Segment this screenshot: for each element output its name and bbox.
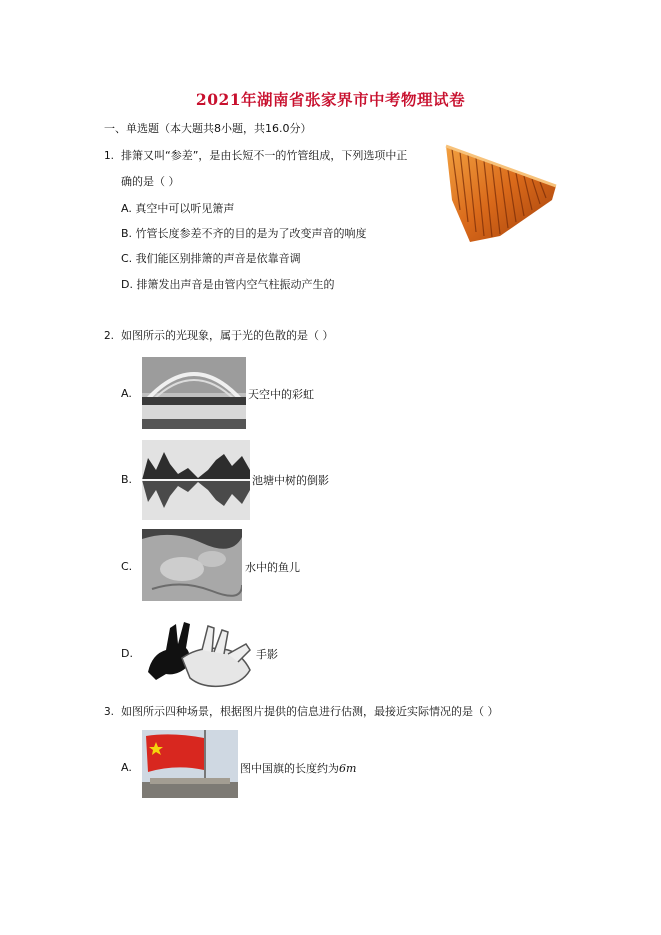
question-1-number: 1. xyxy=(104,150,115,162)
question-3-stem: 如图所示四种场景，根据图片提供的信息进行估测，最接近实际情况的是（ ） xyxy=(121,705,499,718)
question-3-number: 3. xyxy=(104,706,115,718)
question-1-option-d: D. 排箫发出声音是由管内空气柱振动产生的 xyxy=(121,278,335,291)
page-title: 2021年湖南省张家界市中考物理试卷 xyxy=(195,90,466,109)
pan-flute-image xyxy=(440,140,560,244)
question-3-option-a-caption-text: 图中国旗的长度约为 xyxy=(240,762,339,775)
question-3-option-a-unit: 6m xyxy=(339,762,357,775)
question-1-option-c: C. 我们能区别排箫的声音是依靠音调 xyxy=(121,252,301,265)
question-2-option-b-letter: B. xyxy=(121,473,133,486)
question-2-option-a-caption: 天空中的彩虹 xyxy=(248,388,314,401)
question-3-option-a-letter: A. xyxy=(121,761,132,774)
section-header: 一、单选题（本大题共8小题，共16.0分） xyxy=(104,122,312,135)
question-2-option-d-caption: 手影 xyxy=(256,648,278,661)
question-2-number: 2. xyxy=(104,330,115,342)
question-2-option-c-caption: 水中的鱼儿 xyxy=(245,561,300,574)
tree-reflection-image xyxy=(142,440,250,520)
rainbow-image xyxy=(142,357,246,429)
fish-in-water-image xyxy=(142,529,242,601)
national-flag-image xyxy=(142,730,238,798)
question-1-option-a: A. 真空中可以听见箫声 xyxy=(121,202,235,215)
question-2-option-b-caption: 池塘中树的倒影 xyxy=(252,474,329,487)
question-1-stem-line2: 确的是（ ） xyxy=(121,175,180,188)
question-3-option-a-caption xyxy=(240,760,356,776)
question-2-option-c-letter: C. xyxy=(121,560,133,573)
question-2-stem: 如图所示的光现象，属于光的色散的是（ ） xyxy=(121,329,334,342)
hand-shadow-image xyxy=(142,614,254,692)
question-2-option-d-letter: D. xyxy=(121,647,133,660)
question-2-option-a-letter: A. xyxy=(121,387,132,400)
question-1-stem-line1: 排箫又叫“参差”，是由长短不一的竹管组成，下列选项中正 xyxy=(121,149,408,162)
question-1-option-b: B. 竹管长度参差不齐的目的是为了改变声音的响度 xyxy=(121,227,367,240)
